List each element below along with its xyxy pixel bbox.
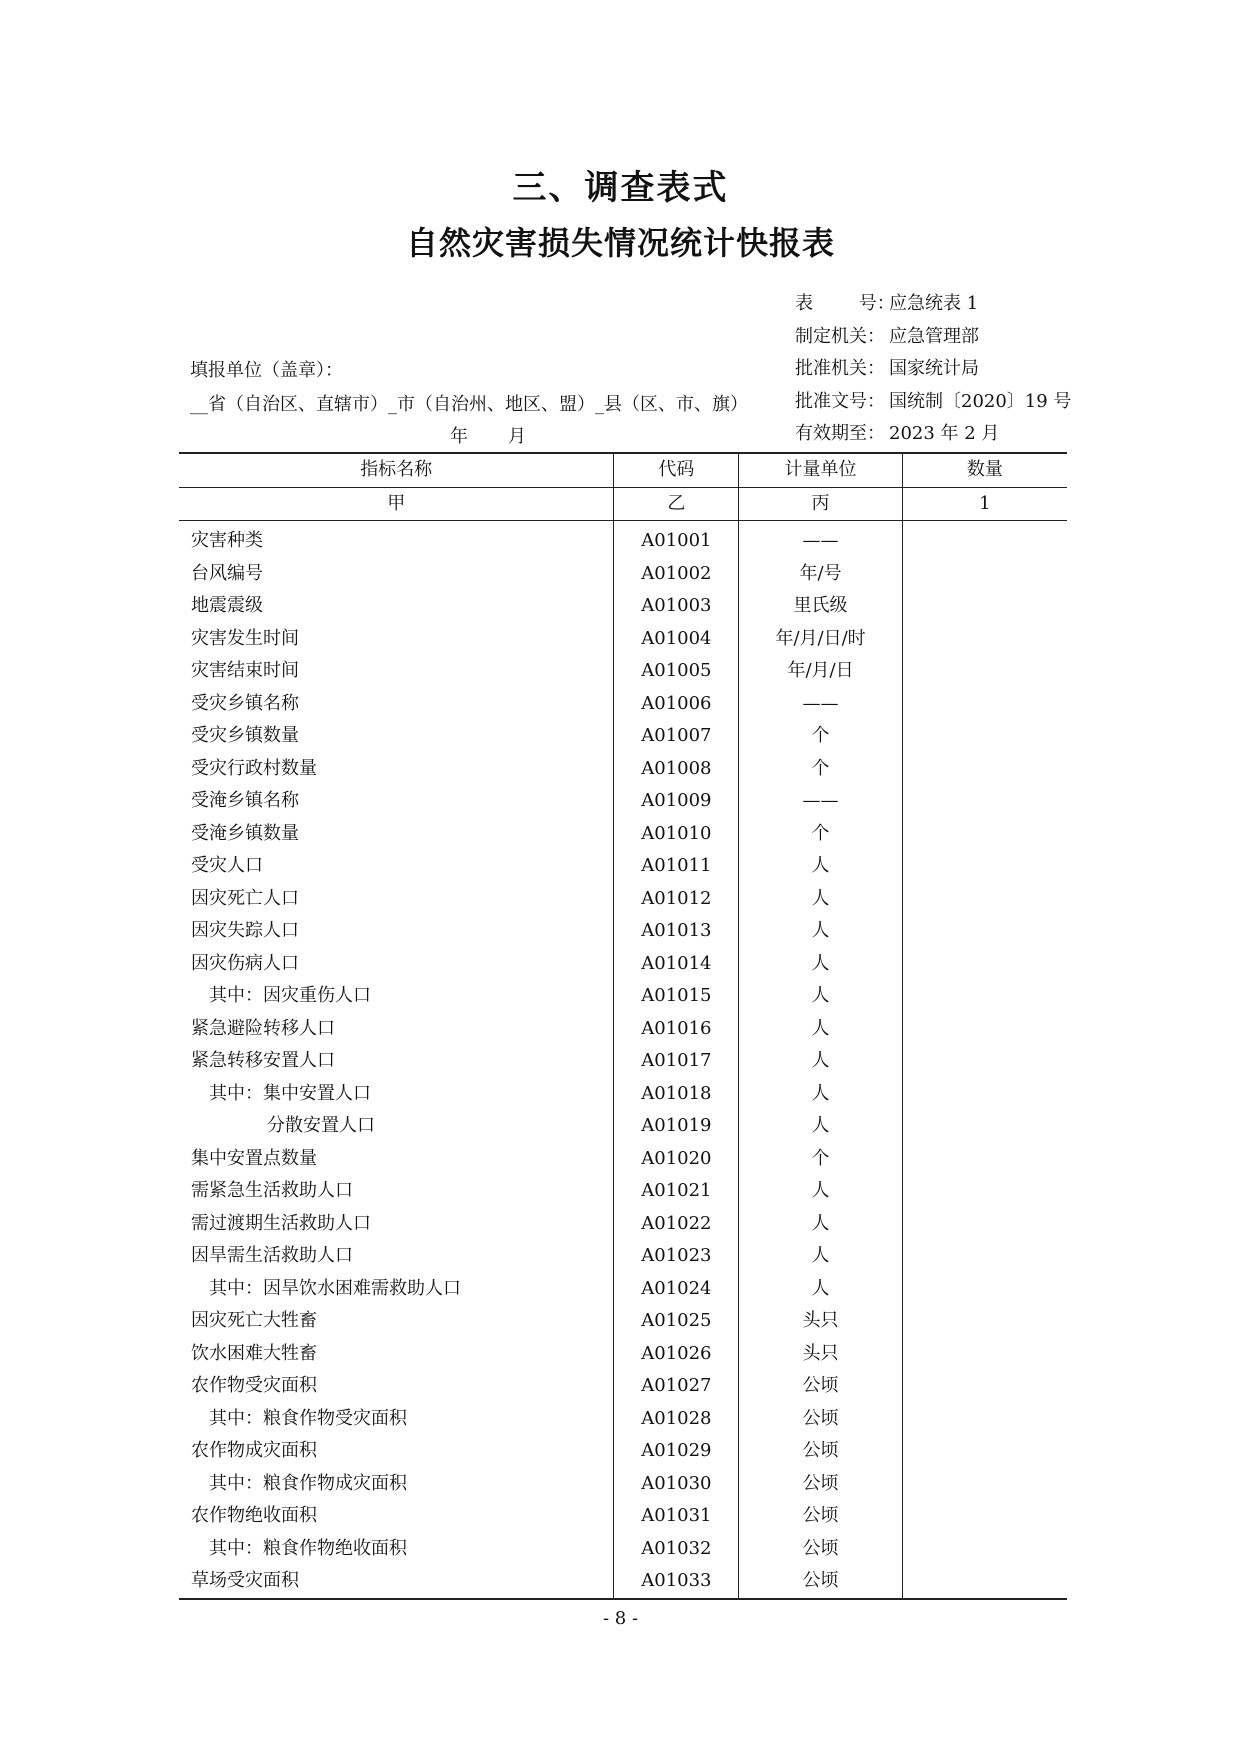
reporting-unit-label: 填报单位（盖章）：	[190, 360, 343, 381]
subheader-quantity: 1	[902, 487, 1067, 521]
indicator-name	[179, 1403, 614, 1436]
indicator-unit: 年/月/日	[739, 655, 902, 688]
indicator-code: A01005	[614, 655, 739, 688]
indicator-unit: 公顷	[739, 1565, 902, 1599]
indicator-name-text: 受灾行政村数量	[191, 757, 317, 779]
quantity-cell[interactable]	[902, 590, 1067, 623]
meta-value: 2023 年 2 月	[889, 423, 1000, 444]
quantity-cell[interactable]	[902, 1045, 1067, 1078]
indicator-name-text: 需过渡期生活救助人口	[191, 1212, 371, 1234]
indicator-name	[179, 1435, 614, 1468]
indicator-unit: 公顷	[739, 1435, 902, 1468]
subheader-row	[179, 487, 1067, 521]
indicator-name-text: 农作物受灾面积	[191, 1375, 317, 1396]
indicator-name-text: 分散安置人口	[267, 1115, 375, 1136]
indicator-name	[179, 785, 614, 818]
indicator-name	[179, 948, 614, 981]
form-meta	[795, 288, 1071, 451]
indicator-unit: 年/号	[739, 558, 902, 591]
indicator-code: A01003	[614, 590, 739, 623]
indicator-name	[179, 915, 614, 948]
quantity-cell[interactable]	[902, 521, 1067, 558]
quantity-cell[interactable]	[902, 1078, 1067, 1111]
indicator-code: A01023	[614, 1240, 739, 1273]
quantity-cell[interactable]	[902, 785, 1067, 818]
indicator-unit: 个	[739, 720, 902, 753]
quantity-cell[interactable]	[902, 1435, 1067, 1468]
indicator-code: A01025	[614, 1305, 739, 1338]
meta-label: 批准机关：	[795, 358, 885, 379]
date-fill-line: 年 月	[450, 426, 527, 447]
meta-issuing-agency	[795, 321, 1071, 354]
table-row	[179, 1208, 1067, 1241]
indicator-unit: 公顷	[739, 1500, 902, 1533]
indicator-name	[179, 688, 614, 721]
indicator-name	[179, 753, 614, 786]
indicator-name-text: 因灾死亡大牲畜	[191, 1310, 317, 1331]
indicator-unit: 公顷	[739, 1403, 902, 1436]
indicator-name-text: 因灾死亡人口	[191, 887, 299, 909]
indicator-name	[179, 655, 614, 688]
subheader-name: 甲	[179, 487, 614, 521]
meta-label: 制定机关：	[795, 325, 885, 347]
indicator-unit: 个	[739, 1143, 902, 1176]
indicator-code: A01002	[614, 558, 739, 591]
meta-value: 国家统计局	[889, 358, 979, 379]
indicator-code: A01031	[614, 1500, 739, 1533]
indicator-code: A01026	[614, 1338, 739, 1371]
indicator-name-text: 因旱需生活救助人口	[191, 1245, 353, 1266]
indicator-name	[179, 720, 614, 753]
indicator-code: A01024	[614, 1273, 739, 1306]
indicator-name	[179, 1338, 614, 1371]
indicator-code: A01016	[614, 1013, 739, 1046]
indicator-unit: 公顷	[739, 1468, 902, 1501]
page-number: - 8 -	[602, 1608, 639, 1629]
table-row	[179, 785, 1067, 818]
indicator-code: A01004	[614, 623, 739, 656]
indicator-code: A01013	[614, 915, 739, 948]
quantity-cell[interactable]	[902, 558, 1067, 591]
meta-approving-agency	[795, 353, 1071, 386]
indicator-code: A01030	[614, 1468, 739, 1501]
indicator-name-text: 灾害发生时间	[191, 627, 299, 649]
quantity-cell[interactable]	[902, 948, 1067, 981]
indicator-unit: 公顷	[739, 1533, 902, 1566]
indicator-name-text: 受淹乡镇名称	[191, 790, 299, 811]
quantity-cell[interactable]	[902, 1468, 1067, 1501]
quantity-cell[interactable]	[902, 1013, 1067, 1046]
indicator-unit: 人	[739, 1208, 902, 1241]
quantity-cell[interactable]	[902, 1370, 1067, 1403]
quantity-cell[interactable]	[902, 1565, 1067, 1599]
indicator-unit: ——	[739, 521, 902, 558]
meta-value: 国统制〔2020〕19 号	[889, 390, 1072, 412]
indicator-unit: 人	[739, 1013, 902, 1046]
indicator-code: A01021	[614, 1175, 739, 1208]
indicator-name	[179, 980, 614, 1013]
indicator-code: A01015	[614, 980, 739, 1013]
indicator-unit: 人	[739, 980, 902, 1013]
meta-label: 批准文号：	[795, 390, 885, 412]
indicator-unit: 个	[739, 753, 902, 786]
indicator-name-text: 其中：粮食作物受灾面积	[209, 1407, 407, 1429]
indicator-name-text: 其中：因灾重伤人口	[209, 985, 371, 1006]
indicator-code: A01022	[614, 1208, 739, 1241]
table-row	[179, 850, 1067, 883]
indicator-name	[179, 1533, 614, 1566]
quantity-cell[interactable]	[902, 1273, 1067, 1306]
meta-value: 应急统表 1	[889, 293, 979, 314]
indicator-name-text: 灾害结束时间	[191, 660, 299, 681]
indicator-name-text: 集中安置点数量	[191, 1147, 317, 1169]
table-row	[179, 1338, 1067, 1371]
indicator-code: A01033	[614, 1565, 739, 1599]
table-body	[179, 521, 1067, 1599]
table-row	[179, 720, 1067, 753]
indicator-name	[179, 1045, 614, 1078]
indicator-name	[179, 1013, 614, 1046]
indicator-name-text: 因灾伤病人口	[191, 952, 299, 974]
meta-form-number	[795, 288, 1071, 321]
indicator-unit: 公顷	[739, 1370, 902, 1403]
table-row	[179, 1273, 1067, 1306]
indicator-name-text: 紧急转移安置人口	[191, 1050, 335, 1071]
table-row	[179, 1045, 1067, 1078]
table-row	[179, 1370, 1067, 1403]
meta-approval-number	[795, 386, 1071, 419]
table-row	[179, 623, 1067, 656]
indicator-name-text: 其中：集中安置人口	[209, 1082, 371, 1104]
indicator-name-text: 草场受灾面积	[191, 1570, 299, 1591]
indicator-unit: 个	[739, 818, 902, 851]
quantity-cell[interactable]	[902, 1500, 1067, 1533]
indicator-code: A01006	[614, 688, 739, 721]
indicator-name-text: 台风编号	[191, 562, 263, 584]
table-row	[179, 1110, 1067, 1143]
table-row	[179, 1143, 1067, 1176]
table-row	[179, 1565, 1067, 1599]
indicator-name-text: 灾害种类	[191, 530, 263, 551]
quantity-cell[interactable]	[902, 720, 1067, 753]
table-row	[179, 558, 1067, 591]
subheader-code: 乙	[614, 487, 739, 521]
indicator-unit: 年/月/日/时	[739, 623, 902, 656]
indicator-name-text: 饮水困难大牲畜	[191, 1342, 317, 1364]
quantity-cell[interactable]	[902, 1240, 1067, 1273]
table-row	[179, 1175, 1067, 1208]
indicator-code: A01032	[614, 1533, 739, 1566]
quantity-cell[interactable]	[902, 655, 1067, 688]
indicator-unit: 人	[739, 1240, 902, 1273]
section-title: 三、调查表式	[512, 168, 729, 208]
indicator-name-text: 其中：粮食作物成灾面积	[209, 1472, 407, 1494]
quantity-cell[interactable]	[902, 1305, 1067, 1338]
indicator-name-text: 农作物绝收面积	[191, 1505, 317, 1526]
indicator-name	[179, 1143, 614, 1176]
indicator-unit: 人	[739, 1045, 902, 1078]
quantity-cell[interactable]	[902, 1403, 1067, 1436]
indicator-name	[179, 883, 614, 916]
indicator-name	[179, 590, 614, 623]
meta-valid-until	[795, 418, 1071, 451]
indicator-name	[179, 818, 614, 851]
table-row	[179, 883, 1067, 916]
indicator-name	[179, 1565, 614, 1599]
indicator-name	[179, 1208, 614, 1241]
quantity-cell[interactable]	[902, 850, 1067, 883]
indicator-name	[179, 1500, 614, 1533]
indicator-unit: 人	[739, 1175, 902, 1208]
indicator-unit: 人	[739, 883, 902, 916]
indicator-name	[179, 1240, 614, 1273]
indicator-name-text: 其中：粮食作物绝收面积	[209, 1537, 407, 1559]
indicator-name	[179, 1078, 614, 1111]
table-row	[179, 1500, 1067, 1533]
form-title: 自然灾害损失情况统计快报表	[405, 224, 835, 262]
indicator-name	[179, 1175, 614, 1208]
indicator-unit: 人	[739, 1273, 902, 1306]
report-table	[179, 452, 1067, 1600]
indicator-unit: ——	[739, 688, 902, 721]
indicator-name-text: 需紧急生活救助人口	[191, 1180, 353, 1201]
indicator-name	[179, 1305, 614, 1338]
table-row	[179, 1468, 1067, 1501]
indicator-code: A01027	[614, 1370, 739, 1403]
quantity-cell[interactable]	[902, 1143, 1067, 1176]
indicator-name	[179, 558, 614, 591]
table-row	[179, 980, 1067, 1013]
table-row	[179, 1078, 1067, 1111]
table-row	[179, 688, 1067, 721]
indicator-code: A01012	[614, 883, 739, 916]
table-row	[179, 1240, 1067, 1273]
indicator-unit: 人	[739, 948, 902, 981]
indicator-code: A01029	[614, 1435, 739, 1468]
indicator-unit: 头只	[739, 1305, 902, 1338]
indicator-code: A01001	[614, 521, 739, 558]
indicator-code: A01014	[614, 948, 739, 981]
subheader-unit: 丙	[739, 487, 902, 521]
indicator-name-text: 因灾失踪人口	[191, 920, 299, 941]
quantity-cell[interactable]	[902, 623, 1067, 656]
indicator-name-text: 受灾乡镇名称	[191, 692, 299, 714]
quantity-cell[interactable]	[902, 1110, 1067, 1143]
quantity-cell[interactable]	[902, 883, 1067, 916]
quantity-cell[interactable]	[902, 1175, 1067, 1208]
quantity-cell[interactable]	[902, 980, 1067, 1013]
indicator-code: A01017	[614, 1045, 739, 1078]
indicator-unit: ——	[739, 785, 902, 818]
meta-value: 应急管理部	[889, 325, 979, 347]
table-row	[179, 818, 1067, 851]
indicator-name	[179, 623, 614, 656]
indicator-name	[179, 1110, 614, 1143]
indicator-name-text: 紧急避险转移人口	[191, 1017, 335, 1039]
indicator-name	[179, 1468, 614, 1501]
quantity-cell[interactable]	[902, 818, 1067, 851]
header-code: 代码	[614, 453, 739, 487]
indicator-code: A01007	[614, 720, 739, 753]
quantity-cell[interactable]	[902, 915, 1067, 948]
indicator-unit: 人	[739, 915, 902, 948]
header-indicator-name: 指标名称	[179, 453, 614, 487]
indicator-unit: 人	[739, 850, 902, 883]
table-row	[179, 753, 1067, 786]
table-row	[179, 1013, 1067, 1046]
indicator-name	[179, 1273, 614, 1306]
indicator-code: A01009	[614, 785, 739, 818]
indicator-code: A01011	[614, 850, 739, 883]
indicator-name-text: 受淹乡镇数量	[191, 822, 299, 844]
indicator-name	[179, 1370, 614, 1403]
indicator-name-text: 农作物成灾面积	[191, 1440, 317, 1461]
indicator-code: A01019	[614, 1110, 739, 1143]
indicator-name-text: 地震震级	[191, 595, 263, 616]
indicator-name-text: 其中：因旱饮水困难需救助人口	[209, 1277, 461, 1299]
indicator-unit: 头只	[739, 1338, 902, 1371]
quantity-cell[interactable]	[902, 1338, 1067, 1371]
indicator-code: A01020	[614, 1143, 739, 1176]
header-row	[179, 453, 1067, 487]
quantity-cell[interactable]	[902, 1208, 1067, 1241]
quantity-cell[interactable]	[902, 753, 1067, 786]
indicator-name	[179, 850, 614, 883]
table-row	[179, 1403, 1067, 1436]
indicator-code: A01018	[614, 1078, 739, 1111]
indicator-unit: 人	[739, 1078, 902, 1111]
quantity-cell[interactable]	[902, 1533, 1067, 1566]
table-row	[179, 1305, 1067, 1338]
table-row	[179, 1533, 1067, 1566]
indicator-name-text: 受灾人口	[191, 855, 263, 876]
indicator-code: A01008	[614, 753, 739, 786]
indicator-unit: 里氏级	[739, 590, 902, 623]
indicator-code: A01028	[614, 1403, 739, 1436]
indicator-name	[179, 521, 614, 558]
indicator-name-text: 受灾乡镇数量	[191, 725, 299, 746]
table-row	[179, 948, 1067, 981]
table-row	[179, 1435, 1067, 1468]
header-quantity: 数量	[902, 453, 1067, 487]
indicator-code: A01010	[614, 818, 739, 851]
region-fill-line: __省（自治区、直辖市）_市（自治州、地区、盟）_县（区、市、旗）	[190, 394, 748, 415]
quantity-cell[interactable]	[902, 688, 1067, 721]
table-row	[179, 521, 1067, 558]
meta-label: 有效期至：	[795, 423, 885, 444]
header-unit: 计量单位	[739, 453, 902, 487]
meta-label: 表 号：	[795, 293, 895, 314]
indicator-unit: 人	[739, 1110, 902, 1143]
table-row	[179, 590, 1067, 623]
table-row	[179, 655, 1067, 688]
table-row	[179, 915, 1067, 948]
